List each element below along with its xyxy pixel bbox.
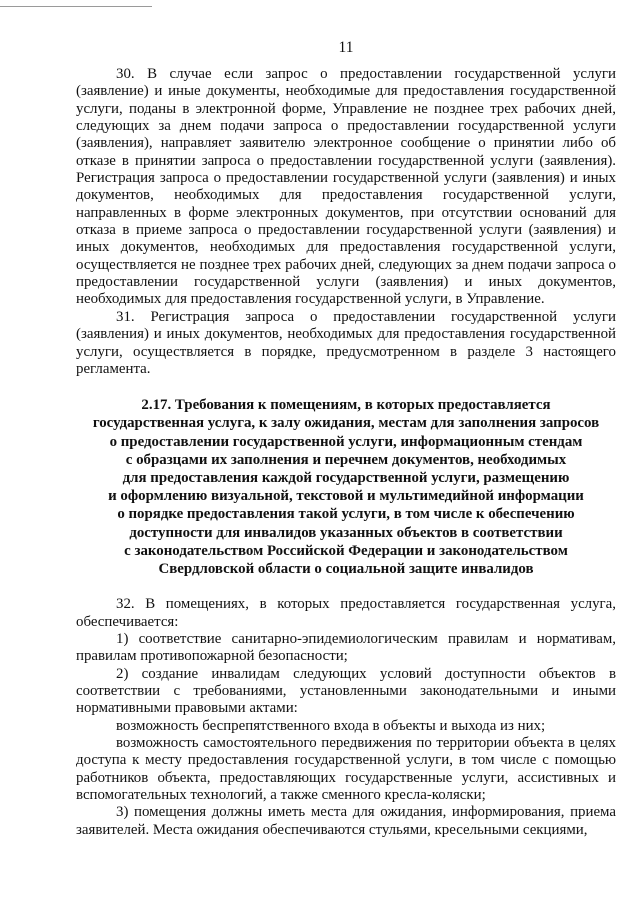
paragraph-32-item-2b: возможность самостоятельного передвижения по территории объекта в целях доступа к месту предоставления государственной услуги, в том числе с помощью работников объекта, предоставляющих государственные услуги, ассистивных и вспомогательных технологий, а также сменного кресла-коляски; [76, 734, 616, 803]
section-title-line: о предоставлении государственной услуги, информационным стендам [109, 433, 583, 450]
section-title-line: и оформлению визуальной, текстовой и мультимедийной информации [108, 488, 584, 505]
section-title-line: для предоставления каждой государственной услуги, размещению [122, 470, 570, 486]
section-title-line: 2.17. Требования к помещениям, в которых предоставляется [141, 397, 551, 414]
section-title-line: Свердловской области о социальной защите инвалидов [158, 561, 534, 578]
paragraph-30: 30. В случае если запрос о предоставлении государственной услуги (заявление) и иные документы, необходимые для предоставления государственной услуги, поданы в электронной форме, Управление не позднее трех рабочих дней, следующих за днем подачи запроса о предоставлении государственной услуги (заявления), направляет заявителю электронное сообщение о принятии либо об отказе в принятии запроса о предоставлении государственной услуги (заявления). Регистрация запроса о предоставлении государственной услуги (заявления) и иных документов, необходимых для предоставления государственной услуги, направленных в форме электронных документов, при отсутствии оснований для отказа в приеме запроса о предоставлении государственной услуги (заявления) и иных документов, необходимых для предоставления государственной услуги, осуществляется не позднее трех рабочих дней, следующих за днем подачи запроса о предоставлении государственной услуги (заявления) и иных документов, необходимых для предоставления государственной услуги, в Управление. [76, 66, 616, 308]
section-title-line: доступности для инвалидов указанных объектов в соответствии [129, 524, 563, 541]
section-title-line: с законодательством Российской Федерации и законодательством [124, 542, 568, 559]
document-page [76, 38, 616, 839]
paragraph-31: 31. Регистрация запроса о предоставлении государственной услуги (заявления) и иных документов, необходимых для предоставления государственной услуги, осуществляется в порядке, предусмотренном в разделе 3 настоящего регламента. [76, 308, 616, 377]
section-title-line: государственная услуга, к залу ожидания, местам для заполнения запросов [92, 415, 600, 432]
paragraph-32-item-1: 1) соответствие санитарно-эпидемиологическим правилам и нормативам, правилам противопожарной безопасности; [76, 630, 616, 665]
paragraph-32: 32. В помещениях, в которых предоставляется государственная услуга, обеспечивается: [76, 596, 616, 630]
section-title-line: с образцами их заполнения и перечнем документов, необходимых [125, 451, 567, 468]
top-rule-divider [0, 6, 152, 7]
paragraph-32-item-2a: возможность беспрепятственного входа в объекты и выхода из них; [116, 717, 546, 734]
section-title-line: о порядке предоставления такой услуги, в том числе к обеспечению [117, 506, 575, 523]
section-title-2-17 [76, 396, 616, 578]
paragraph-32-item-3: 3) помещения должны иметь места для ожидания, информирования, приема заявителей. Места ожидания обеспечиваются стульями, кресельными секциями, [76, 804, 616, 838]
paragraph-32-item-2: 2) создание инвалидам следующих условий доступности объектов в соответствии с требованиями, установленными законодательными и иными нормативными правовыми актами: [76, 665, 616, 717]
page-number: 11 [338, 39, 354, 56]
